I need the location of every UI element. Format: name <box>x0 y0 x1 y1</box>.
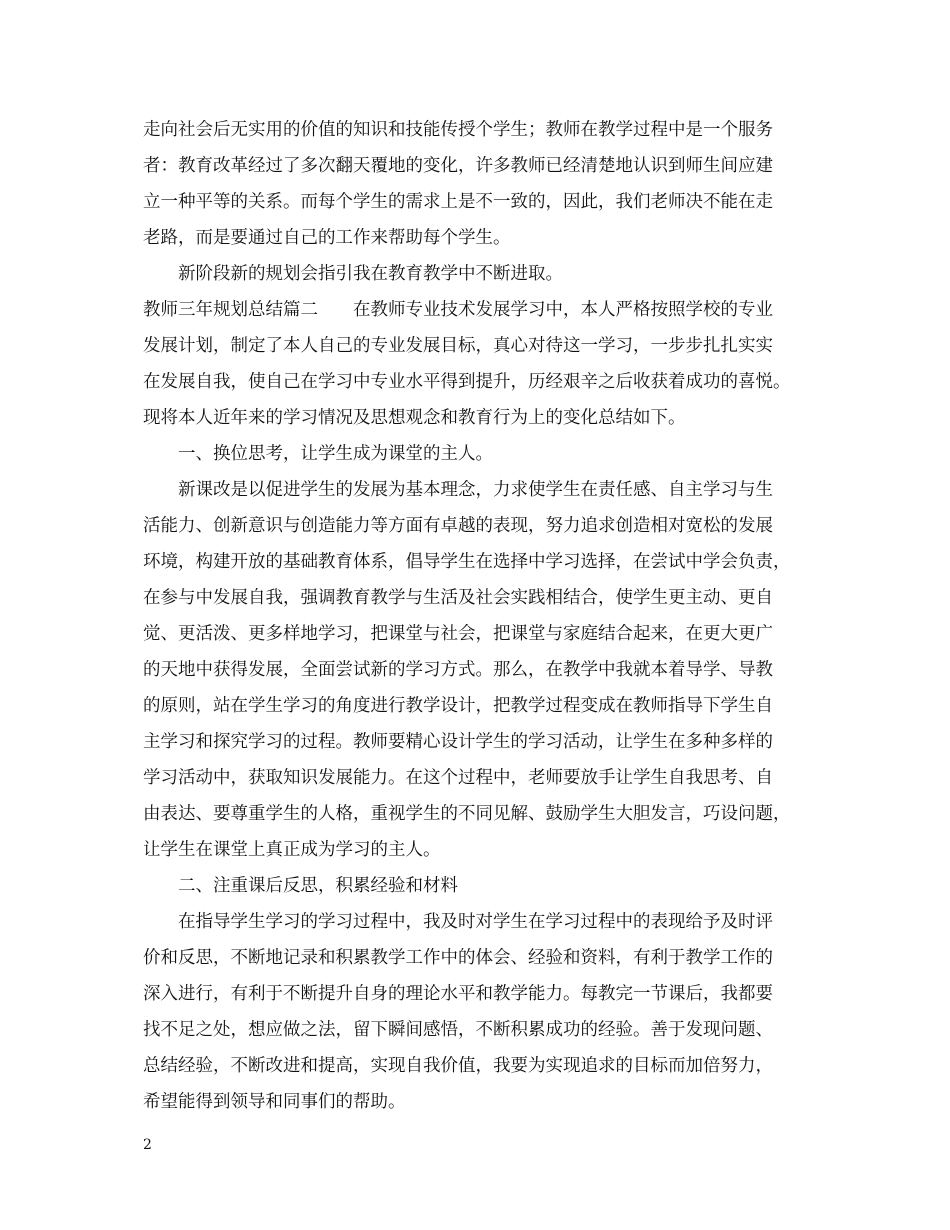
text-line: 环境，构建开放的基础教育体系，倡导学生在选择中学习选择，在尝试中学会负责， <box>143 552 791 572</box>
text-line: 深入进行，有利于不断提升自身的理论水平和教学能力。每教完一节课后，我都要 <box>143 984 773 1004</box>
text-line: 新阶段新的规划会指引我在教育教学中不断进取。 <box>178 264 563 284</box>
text-line: 由表达、要尊重学生的人格，重视学生的不同见解、鼓励学生大胆发言，巧设问题， <box>143 804 791 824</box>
text-line: 立一种平等的关系。而每个学生的需求上是不一致的，因此，我们老师决不能在走 <box>143 192 773 212</box>
text-line: 在指导学生学习的学习过程中，我及时对学生在学习过程中的表现给予及时评 <box>178 912 773 932</box>
text-line: 老路，而是要通过自己的工作来帮助每个学生。 <box>143 228 511 248</box>
text-line: 在发展自我，使自己在学习中专业水平得到提升，历经艰辛之后收获着成功的喜悦。 <box>143 372 791 392</box>
text-line: 发展计划，制定了本人自己的专业发展目标，真心对待这一学习，一步步扎扎实实 <box>143 336 773 356</box>
text-line: 觉、更活泼、更多样地学习，把课堂与社会，把课堂与家庭结合起来，在更大更广 <box>143 624 773 644</box>
text-line: 现将本人近年来的学习情况及思想观念和教育行为上的变化总结如下。 <box>143 408 686 428</box>
subheading-line: 二、注重课后反思，积累经验和材料 <box>178 876 458 896</box>
text-line: 让学生在课堂上真正成为学习的主人。 <box>143 840 441 860</box>
page-number: 2 <box>143 1137 152 1153</box>
text-line: 找不足之处，想应做之法，留下瞬间感悟，不断积累成功的经验。善于发现问题、 <box>143 1020 773 1040</box>
text-line: 的天地中获得发展，全面尝试新的学习方式。那么，在教学中我就本着导学、导教 <box>143 660 773 680</box>
text-line: 主学习和探究学习的过程。教师要精心设计学生的学习活动，让学生在多种多样的 <box>143 732 773 752</box>
text-line: 在参与中发展自我，强调教育教学与生活及社会实践相结合，使学生更主动、更自 <box>143 588 773 608</box>
text-line: 者：教育改革经过了多次翻天覆地的变化，许多教师已经清楚地认识到师生间应建 <box>143 156 773 176</box>
text-line: 价和反思，不断地记录和积累教学工作中的体会、经验和资料，有利于教学工作的 <box>143 948 773 968</box>
text-line: 的原则，站在学生学习的角度进行教学设计，把教学过程变成在教师指导下学生自 <box>143 696 773 716</box>
text-line: 活能力、创新意识与创造能力等方面有卓越的表现，努力追求创造相对宽松的发展 <box>143 516 773 536</box>
text-line: 走向社会后无实用的价值的知识和技能传授个学生；教师在教学过程中是一个服务 <box>143 120 773 140</box>
text-line: 希望能得到领导和同事们的帮助。 <box>143 1092 406 1112</box>
text-line: 学习活动中，获取知识发展能力。在这个过程中，老师要放手让学生自我思考、自 <box>143 768 773 788</box>
section-heading-line: 教师三年规划总结篇二 在教师专业技术发展学习中，本人严格按照学校的专业 <box>143 300 773 320</box>
text-line: 总结经验，不断改进和提高，实现自我价值，我要为实现追求的目标而加倍努力， <box>143 1056 773 1076</box>
subheading-line: 一、换位思考，让学生成为课堂的主人。 <box>178 444 493 464</box>
text-line: 新课改是以促进学生的发展为基本理念，力求使学生在责任感、自主学习与生 <box>178 480 773 500</box>
